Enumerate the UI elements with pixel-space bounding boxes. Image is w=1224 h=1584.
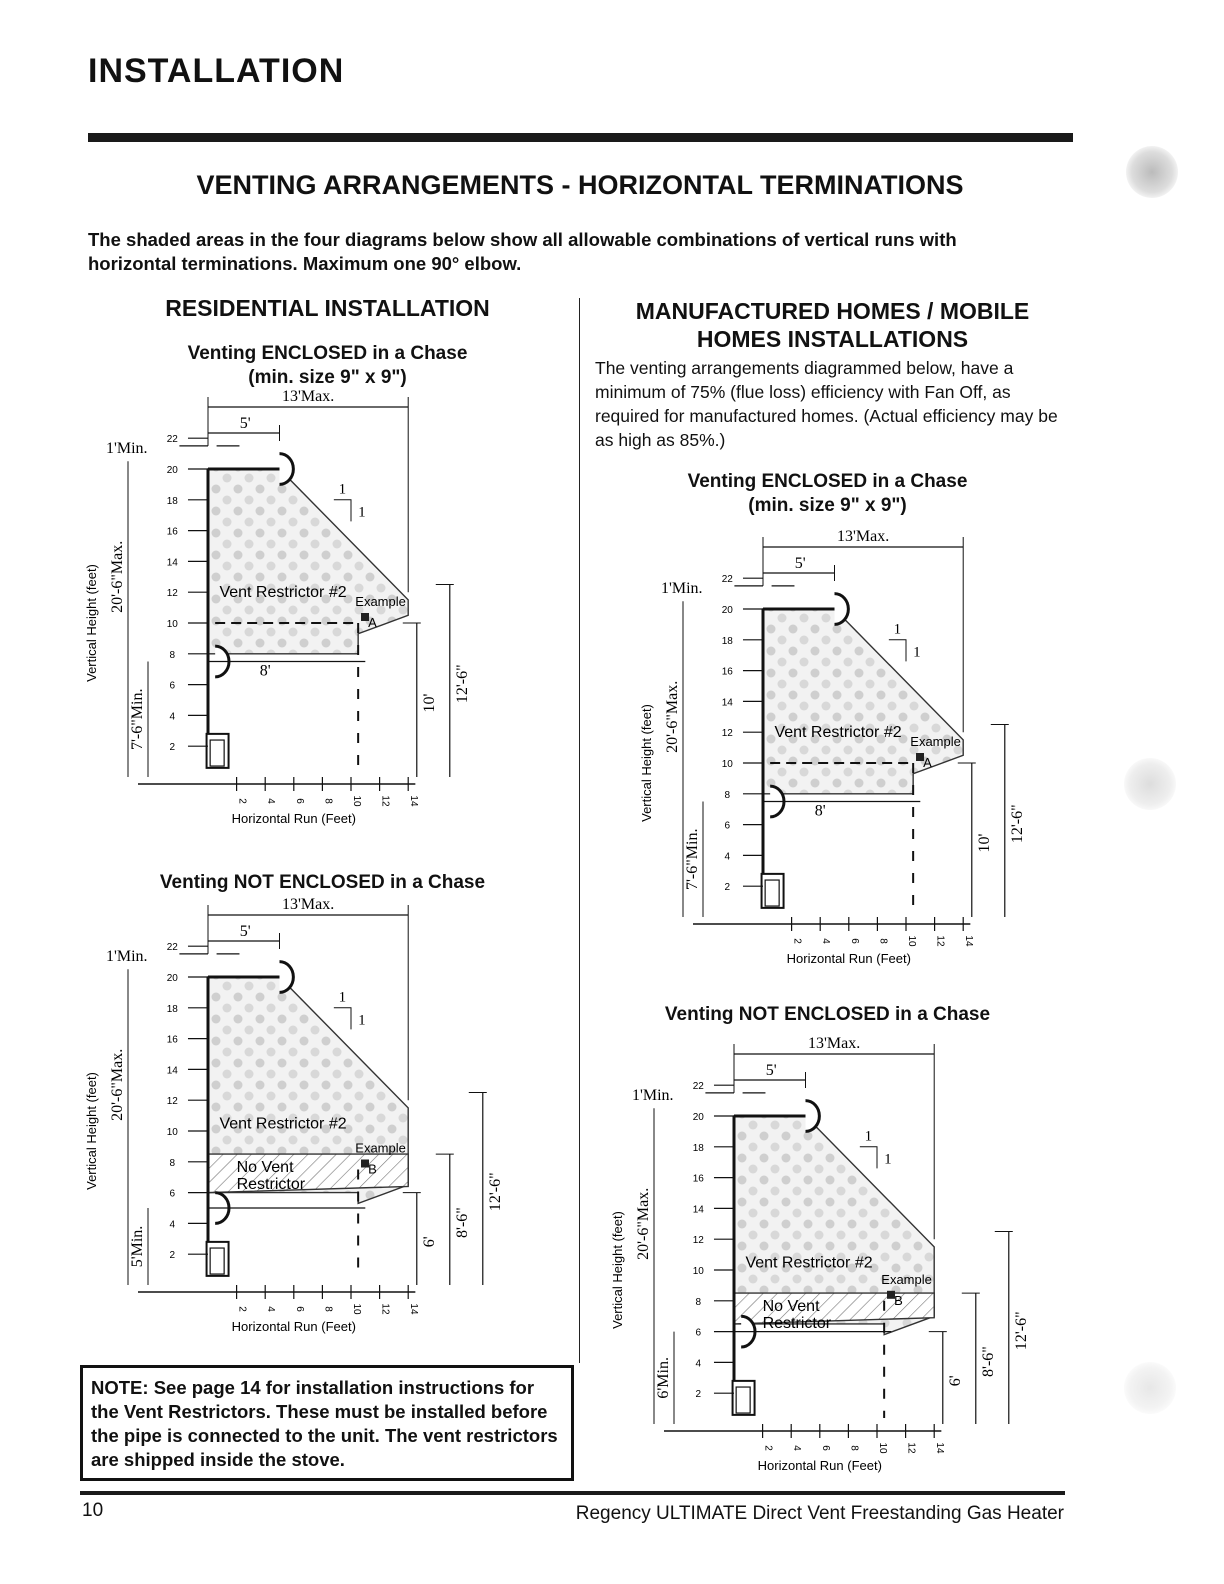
dim-right-label: 12'-6": [1008, 804, 1026, 844]
dim-right-label: 8'-6": [979, 1346, 997, 1377]
caption-enclosed-manufactured: Venting ENCLOSED in a Chase (min. size 9" x 9"): [687, 471, 968, 516]
diagram-manufactured-enclosed: [633, 527, 1043, 990]
example-label: Example: [881, 1271, 932, 1287]
y-tick-label: 2: [169, 1250, 176, 1262]
vent-diagram-svg: [604, 1034, 1030, 1492]
manufactured-heading: MANUFACTURED HOMES / MOBILE HOMES INSTALLATIONS: [635, 298, 1030, 352]
vertical-axis-label: Vertical Height (feet): [639, 704, 654, 822]
allowed-vent-zone: [208, 469, 408, 654]
stove-collar-inner: [210, 1248, 224, 1274]
dim-right-label: 6': [420, 1236, 438, 1248]
y-tick-label: 22: [721, 574, 733, 586]
x-tick-label: 8: [877, 938, 889, 944]
section-header: INSTALLATION: [88, 52, 345, 90]
dim-max-label: 20'-6"Max.: [664, 680, 681, 753]
horizontal-axis-label: Horizontal Run (Feet): [757, 1458, 882, 1473]
x-tick-label: 12: [905, 1442, 917, 1454]
slope-label-rise: 1: [884, 1151, 892, 1168]
y-tick-label: 18: [166, 495, 178, 507]
x-tick-label: 2: [236, 1306, 248, 1312]
slope-label-rise: 1: [358, 1012, 366, 1029]
x-tick-label: 6: [293, 798, 305, 804]
column-divider: [579, 298, 580, 1363]
diagram-residential-enclosed: [78, 387, 488, 850]
y-tick-label: 10: [692, 1266, 704, 1277]
dim-right-label: 12'-6": [1012, 1311, 1030, 1351]
x-tick-label: 12: [934, 935, 946, 947]
y-tick-label: 12: [166, 588, 178, 600]
dim-right-label: 8'-6": [453, 1207, 471, 1238]
x-tick-label: 10: [351, 1303, 362, 1315]
x-tick-label: 8: [322, 1306, 334, 1312]
example-label: Example: [355, 1140, 406, 1156]
dim-5-label: 5': [239, 922, 251, 940]
y-tick-label: 22: [166, 942, 178, 954]
y-tick-label: 18: [721, 635, 733, 647]
dim-right-label: 6': [946, 1375, 964, 1387]
y-tick-label: 6: [169, 680, 176, 692]
caption-not-enclosed-residential: Venting NOT ENCLOSED in a Chase: [159, 872, 486, 893]
dim-13-max-label: 13'Max.: [281, 895, 335, 913]
vent-restrictor-label: Vent Restrictor #2: [774, 724, 902, 742]
binder-hole-mark: [1124, 1362, 1176, 1414]
slope-label-run: 1: [338, 481, 347, 498]
y-tick-label: 8: [169, 1157, 176, 1169]
dim-1-min-label: 1'Min.: [632, 1086, 674, 1104]
binder-hole-mark: [1124, 758, 1176, 810]
dim-5-label: 5': [239, 414, 251, 432]
slope-label-run: 1: [338, 989, 347, 1006]
y-tick-label: 18: [692, 1142, 704, 1154]
restrictor-label: Restrictor: [236, 1175, 306, 1193]
termination-cap-top: [806, 1101, 820, 1132]
restrictor-label: Restrictor: [762, 1314, 832, 1332]
x-tick-label: 14: [408, 1303, 420, 1315]
termination-cap-top: [280, 962, 294, 993]
y-tick-label: 16: [166, 1034, 178, 1046]
y-tick-label: 8: [724, 789, 731, 801]
termination-cap-top: [835, 594, 849, 625]
x-tick-label: 4: [265, 1306, 277, 1312]
y-tick-label: 12: [166, 1096, 178, 1108]
x-tick-label: 2: [791, 938, 803, 944]
x-tick-label: 6: [848, 938, 860, 944]
y-tick-label: 2: [169, 742, 176, 754]
note-box: NOTE: See page 14 for installation instructions for the Vent Restrictors. These must be installed before the pipe is connected to the unit. The vent restrictors are shipped inside the stove.: [80, 1365, 574, 1481]
x-tick-label: 10: [877, 1442, 888, 1454]
x-tick-label: 14: [408, 795, 420, 807]
y-tick-label: 14: [166, 557, 178, 569]
y-tick-label: 16: [721, 666, 733, 678]
slope-label-run: 1: [893, 621, 902, 638]
y-tick-label: 2: [724, 882, 731, 894]
y-tick-label: 10: [721, 759, 733, 770]
dim-13-max-label: 13'Max.: [836, 527, 890, 545]
dim-5-label: 5': [765, 1061, 777, 1079]
y-tick-label: 12: [692, 1235, 704, 1247]
slope-label-run: 1: [864, 1128, 873, 1145]
dim-right-label: 12'-6": [453, 664, 471, 704]
y-tick-label: 6: [695, 1327, 702, 1339]
y-tick-label: 22: [166, 434, 178, 446]
dim-min-label: 7'-6"Min.: [129, 688, 146, 750]
y-tick-label: 20: [166, 973, 178, 984]
header-rule: [88, 133, 1073, 142]
dim-max-label: 20'-6"Max.: [109, 540, 126, 613]
example-point-label: B: [894, 1292, 903, 1308]
footer-rule: [80, 1491, 1065, 1495]
intro-text: The shaded areas in the four diagrams below show all allowable combinations of vertical runs with horizontal terminations. Maximum one 90° elbow.: [88, 229, 957, 274]
x-tick-label: 4: [265, 798, 277, 804]
dim-right-label: 10': [420, 693, 438, 713]
y-tick-label: 20: [721, 605, 733, 616]
y-tick-label: 10: [166, 619, 178, 630]
dim-max-label: 20'-6"Max.: [109, 1048, 126, 1121]
vertical-axis-label: Vertical Height (feet): [610, 1211, 625, 1329]
y-tick-label: 4: [695, 1358, 702, 1370]
slope-label-rise: 1: [913, 644, 921, 661]
y-tick-label: 18: [166, 1003, 178, 1015]
no-vent-label: No Vent: [236, 1158, 294, 1176]
page-title: VENTING ARRANGEMENTS - HORIZONTAL TERMINATIONS: [196, 170, 964, 200]
example-label: Example: [910, 734, 961, 750]
y-tick-label: 4: [169, 711, 176, 723]
stove-collar-inner: [210, 740, 224, 766]
dim-max-label: 20'-6"Max.: [635, 1187, 652, 1260]
x-tick-label: 2: [762, 1445, 774, 1451]
vent-diagram-svg: [633, 527, 1043, 985]
vent-restrictor-label: Vent Restrictor #2: [219, 1115, 347, 1133]
x-tick-label: 14: [934, 1442, 946, 1454]
x-tick-label: 6: [819, 1445, 831, 1451]
y-tick-label: 6: [169, 1188, 176, 1200]
y-tick-label: 16: [166, 526, 178, 538]
vent-diagram-svg: [78, 895, 504, 1353]
caption-not-enclosed-manufactured: Venting NOT ENCLOSED in a Chase: [664, 1004, 991, 1025]
diagram-manufactured-not-enclosed: [604, 1034, 1030, 1497]
x-tick-label: 12: [379, 795, 391, 807]
vent-restrictor-label: Vent Restrictor #2: [219, 584, 347, 602]
x-tick-label: 4: [820, 938, 832, 944]
vent-restrictor-label: Vent Restrictor #2: [745, 1254, 873, 1272]
stove-collar-inner: [736, 1387, 750, 1413]
dim-min-label: 5'Min.: [129, 1225, 146, 1268]
slope-indicator: [334, 500, 351, 522]
dim-min-label: 7'-6"Min.: [684, 828, 701, 890]
example-label: Example: [355, 594, 406, 610]
slope-indicator: [860, 1147, 877, 1169]
y-tick-label: 10: [166, 1127, 178, 1138]
page-number: 10: [82, 1500, 104, 1521]
y-tick-label: 20: [166, 465, 178, 476]
y-tick-label: 12: [721, 728, 733, 740]
x-tick-label: 10: [351, 795, 362, 807]
x-tick-label: 2: [236, 798, 248, 804]
manufactured-body: The venting arrangements diagrammed below, have a minimum of 75% (flue loss) efficiency with Fan Off, as required for manufactured homes. (Actual efficiency may be as high as 85%.): [595, 358, 1058, 450]
x-tick-label: 10: [906, 935, 917, 947]
termination-cap-top: [280, 454, 294, 485]
y-tick-label: 16: [692, 1173, 704, 1185]
y-tick-label: 14: [166, 1065, 178, 1077]
vertical-axis-label: Vertical Height (feet): [84, 1072, 99, 1190]
dim-8-label: 8': [259, 662, 271, 680]
dim-8-label: 8': [814, 802, 826, 820]
example-point-label: A: [923, 755, 932, 770]
y-tick-label: 8: [169, 649, 176, 661]
caption-enclosed-residential: Venting ENCLOSED in a Chase (min. size 9" x 9"): [187, 343, 468, 388]
slope-indicator: [334, 1008, 351, 1030]
horizontal-axis-label: Horizontal Run (Feet): [231, 1319, 356, 1334]
vertical-axis-label: Vertical Height (feet): [84, 564, 99, 682]
y-tick-label: 4: [724, 851, 731, 863]
y-tick-label: 14: [721, 697, 733, 709]
residential-heading: RESIDENTIAL INSTALLATION: [165, 295, 490, 321]
dim-1-min-label: 1'Min.: [106, 947, 148, 965]
y-tick-label: 4: [169, 1219, 176, 1231]
y-tick-label: 6: [724, 820, 731, 832]
diagram-residential-not-enclosed: [78, 895, 504, 1358]
y-tick-label: 2: [695, 1389, 702, 1401]
dim-13-max-label: 13'Max.: [807, 1034, 861, 1052]
x-tick-label: 4: [791, 1445, 803, 1451]
dim-min-label: 6'Min.: [655, 1357, 672, 1399]
x-tick-label: 6: [293, 1306, 305, 1312]
dim-1-min-label: 1'Min.: [661, 579, 703, 597]
x-tick-label: 8: [322, 798, 334, 804]
x-tick-label: 12: [379, 1303, 391, 1315]
dim-right-label: 10': [975, 833, 993, 853]
y-tick-label: 20: [692, 1112, 704, 1123]
vent-diagram-svg: [78, 387, 488, 845]
example-point-label: A: [368, 615, 377, 630]
slope-label-rise: 1: [358, 504, 366, 521]
dim-1-min-label: 1'Min.: [106, 439, 148, 457]
binder-hole-mark: [1126, 146, 1178, 198]
y-tick-label: 14: [692, 1204, 704, 1216]
slope-indicator: [889, 640, 906, 662]
x-tick-label: 8: [848, 1445, 860, 1451]
horizontal-axis-label: Horizontal Run (Feet): [231, 811, 356, 826]
y-tick-label: 8: [695, 1296, 702, 1308]
dim-5-label: 5': [794, 554, 806, 572]
footer-product: Regency ULTIMATE Direct Vent Freestanding Gas Heater: [575, 1503, 1064, 1524]
no-vent-label: No Vent: [762, 1297, 820, 1315]
dim-right-label: 12'-6": [486, 1172, 504, 1212]
stove-collar-inner: [765, 880, 779, 906]
dim-13-max-label: 13'Max.: [281, 387, 335, 405]
x-tick-label: 14: [963, 935, 975, 947]
example-point-label: B: [368, 1161, 377, 1177]
y-tick-label: 22: [692, 1081, 704, 1093]
allowed-vent-zone: [763, 609, 963, 794]
horizontal-axis-label: Horizontal Run (Feet): [786, 951, 911, 966]
